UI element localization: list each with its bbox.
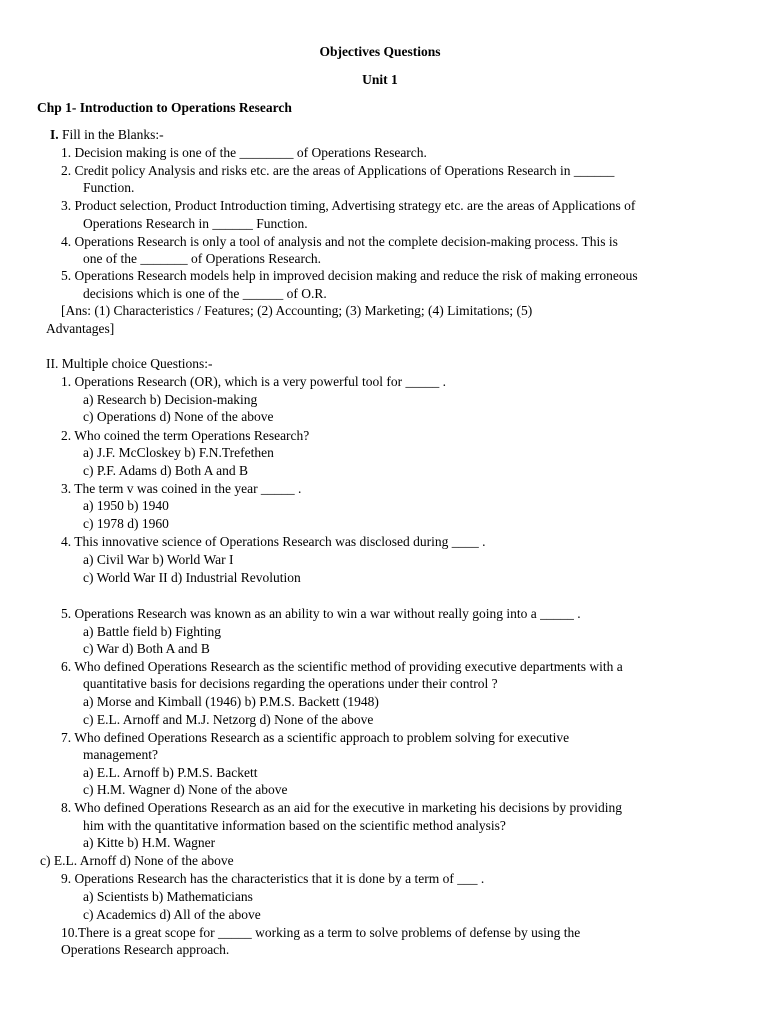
mcq-q3: 3. The term v was coined in the year _____ . — [61, 481, 302, 496]
mcq-q7-options-ab: a) E.L. Arnoff b) P.M.S. Backett — [83, 765, 258, 780]
fill-blank-q2: 2. Credit policy Analysis and risks etc. are the areas of Applications of Operations Research in ______ — [61, 163, 615, 178]
unit-title: Unit 1 — [362, 72, 398, 87]
document-title: Objectives Questions — [319, 44, 441, 59]
answers-line-cont: Advantages] — [46, 321, 115, 336]
chapter-heading: Chp 1- Introduction to Operations Research — [37, 100, 292, 115]
mcq-q5-options-ab: a) Battle field b) Fighting — [83, 624, 221, 639]
fill-blank-q1: 1. Decision making is one of the ________ of Operations Research. — [61, 145, 427, 160]
mcq-q6-options-ab: a) Morse and Kimball (1946) b) P.M.S. Backett (1948) — [83, 694, 379, 709]
mcq-q1: 1. Operations Research (OR), which is a very powerful tool for _____ . — [61, 374, 447, 389]
mcq-q7: 7. Who defined Operations Research as a scientific approach to problem solving for executive — [61, 730, 570, 745]
mcq-q10: 10.There is a great scope for _____ working as a term to solve problems of defense by using the — [61, 925, 581, 940]
fill-blank-q2-cont: Function. — [83, 180, 135, 195]
mcq-q10-cont: Operations Research approach. — [61, 942, 230, 957]
mcq-q8: 8. Who defined Operations Research as an aid for the executive in marketing his decisions by providing — [61, 800, 622, 815]
mcq-q2-options-cd: c) P.F. Adams d) Both A and B — [83, 463, 249, 478]
mcq-q8-options-ab: a) Kitte b) H.M. Wagner — [83, 835, 216, 850]
mcq-q7-options-cd: c) H.M. Wagner d) None of the above — [83, 782, 288, 797]
fill-blank-q5: 5. Operations Research models help in improved decision making and reduce the risk of making erroneous — [61, 268, 638, 283]
mcq-q8-cont: him with the quantitative information based on the scientific method analysis? — [83, 818, 506, 833]
mcq-q9-options-ab: a) Scientists b) Mathematicians — [83, 889, 253, 904]
section-1-heading-text: Fill in the Blanks:- — [58, 127, 164, 142]
section-1-heading — [50, 126, 164, 144]
mcq-q1-options-cd: c) Operations d) None of the above — [83, 409, 274, 424]
section-1-numeral: I. — [50, 127, 59, 142]
fill-blank-q4: 4. Operations Research is only a tool of analysis and not the complete decision-making process. This is — [61, 234, 618, 249]
mcq-q3-options-cd: c) 1978 d) 1960 — [83, 516, 169, 531]
mcq-q7-cont: management? — [83, 747, 158, 762]
mcq-q9: 9. Operations Research has the characteristics that it is done by a term of ___ . — [61, 871, 485, 886]
mcq-q8-options-cd: c) E.L. Arnoff d) None of the above — [40, 853, 234, 868]
mcq-q6-options-cd: c) E.L. Arnoff and M.J. Netzorg d) None of the above — [83, 712, 374, 727]
mcq-q3-options-ab: a) 1950 b) 1940 — [83, 498, 169, 513]
mcq-q2: 2. Who coined the term Operations Research? — [61, 428, 310, 443]
fill-blank-q3: 3. Product selection, Product Introduction timing, Advertising strategy etc. are the areas of Applications of — [61, 198, 636, 213]
mcq-q4: 4. This innovative science of Operations Research was disclosed during ____ . — [61, 534, 486, 549]
mcq-q1-options-ab: a) Research b) Decision-making — [83, 392, 258, 407]
answers-line: [Ans: (1) Characteristics / Features; (2) Accounting; (3) Marketing; (4) Limitations; (5) — [61, 303, 533, 318]
mcq-q6-cont: quantitative basis for decisions regarding the operations under their control ? — [83, 676, 498, 691]
mcq-q5: 5. Operations Research was known as an ability to win a war without really going into a _____ . — [61, 606, 581, 621]
fill-blank-q3-cont: Operations Research in ______ Function. — [83, 216, 308, 231]
mcq-q4-options-cd: c) World War II d) Industrial Revolution — [83, 570, 301, 585]
mcq-q5-options-cd: c) War d) Both A and B — [83, 641, 210, 656]
mcq-q2-options-ab: a) J.F. McCloskey b) F.N.Trefethen — [83, 445, 274, 460]
section-2-heading: II. Multiple choice Questions:- — [46, 356, 213, 371]
fill-blank-q5-cont: decisions which is one of the ______ of O.R. — [83, 286, 327, 301]
fill-blank-q4-cont: one of the _______ of Operations Research. — [83, 251, 322, 266]
mcq-q4-options-ab: a) Civil War b) World War I — [83, 552, 234, 567]
mcq-q6: 6. Who defined Operations Research as the scientific method of providing executive departments with a — [61, 659, 623, 674]
mcq-q9-options-cd: c) Academics d) All of the above — [83, 907, 261, 922]
